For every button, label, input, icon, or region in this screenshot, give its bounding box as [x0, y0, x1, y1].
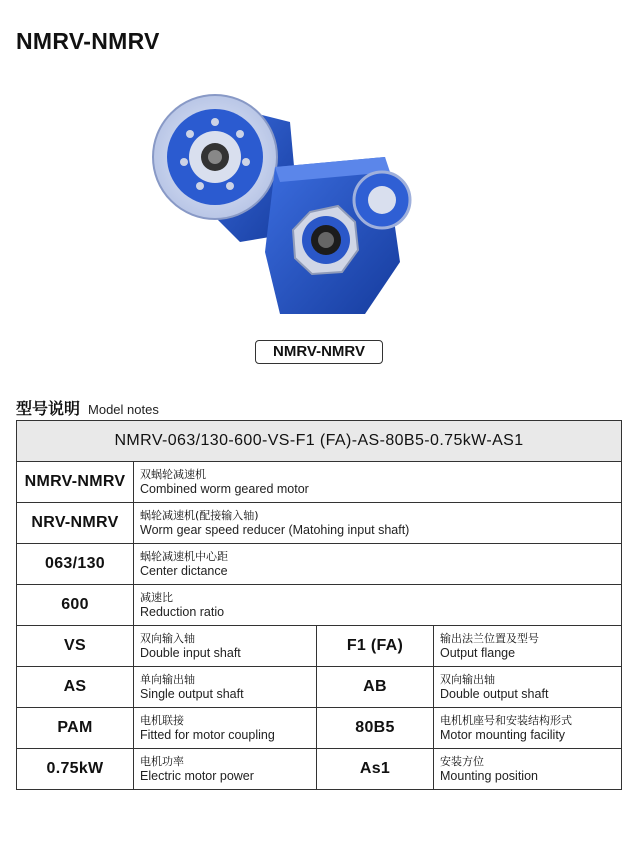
- model-desc: 单向输出轴 Single output shaft: [134, 667, 317, 708]
- table-row: [17, 503, 622, 544]
- model-key: 063/130: [17, 544, 134, 585]
- model-key: AS: [17, 667, 134, 708]
- model-key: 0.75kW: [17, 749, 134, 790]
- model-desc: 双蜗轮减速机 Combined worm geared motor: [134, 462, 622, 503]
- table-row: [17, 626, 622, 667]
- model-desc: 电机功率 Electric motor power: [134, 749, 317, 790]
- model-notes-title-en: Model notes: [88, 402, 159, 417]
- model-key: AB: [317, 667, 434, 708]
- model-key: NMRV-NMRV: [17, 462, 134, 503]
- model-code-row: [17, 421, 622, 462]
- model-notes-table: [16, 420, 622, 790]
- table-row: [17, 749, 622, 790]
- model-key: As1: [317, 749, 434, 790]
- model-desc: 电机机座号和安装结构形式 Motor mounting facility: [434, 708, 622, 749]
- model-notes-heading: [16, 396, 159, 419]
- model-desc: 双向输入轴 Double input shaft: [134, 626, 317, 667]
- model-desc: 蜗轮减速机中心距 Center dictance: [134, 544, 622, 585]
- table-row: [17, 462, 622, 503]
- product-caption: NMRV-NMRV: [255, 340, 383, 364]
- model-key: PAM: [17, 708, 134, 749]
- model-desc: 安装方位 Mounting position: [434, 749, 622, 790]
- model-desc: 双向输出轴 Double output shaft: [434, 667, 622, 708]
- table-row: [17, 544, 622, 585]
- model-code: NMRV-063/130-600-VS-F1 (FA)-AS-80B5-0.75kW-AS1: [17, 421, 622, 462]
- model-notes-title-cn: 型号说明: [16, 399, 81, 418]
- model-key: 600: [17, 585, 134, 626]
- page-title: NMRV-NMRV: [16, 28, 160, 54]
- model-desc: 减速比 Reduction ratio: [134, 585, 622, 626]
- model-key: VS: [17, 626, 134, 667]
- table-row: [17, 667, 622, 708]
- model-desc: 电机联接 Fitted for motor coupling: [134, 708, 317, 749]
- model-desc: 蜗轮减速机(配接输入轴) Worm gear speed reducer (Matohing input shaft): [134, 503, 622, 544]
- model-key: NRV-NMRV: [17, 503, 134, 544]
- table-row: [17, 708, 622, 749]
- model-desc: 输出法兰位置及型号 Output flange: [434, 626, 622, 667]
- model-key: 80B5: [317, 708, 434, 749]
- model-key: F1 (FA): [317, 626, 434, 667]
- gearbox-product-image: [150, 82, 412, 322]
- table-row: [17, 585, 622, 626]
